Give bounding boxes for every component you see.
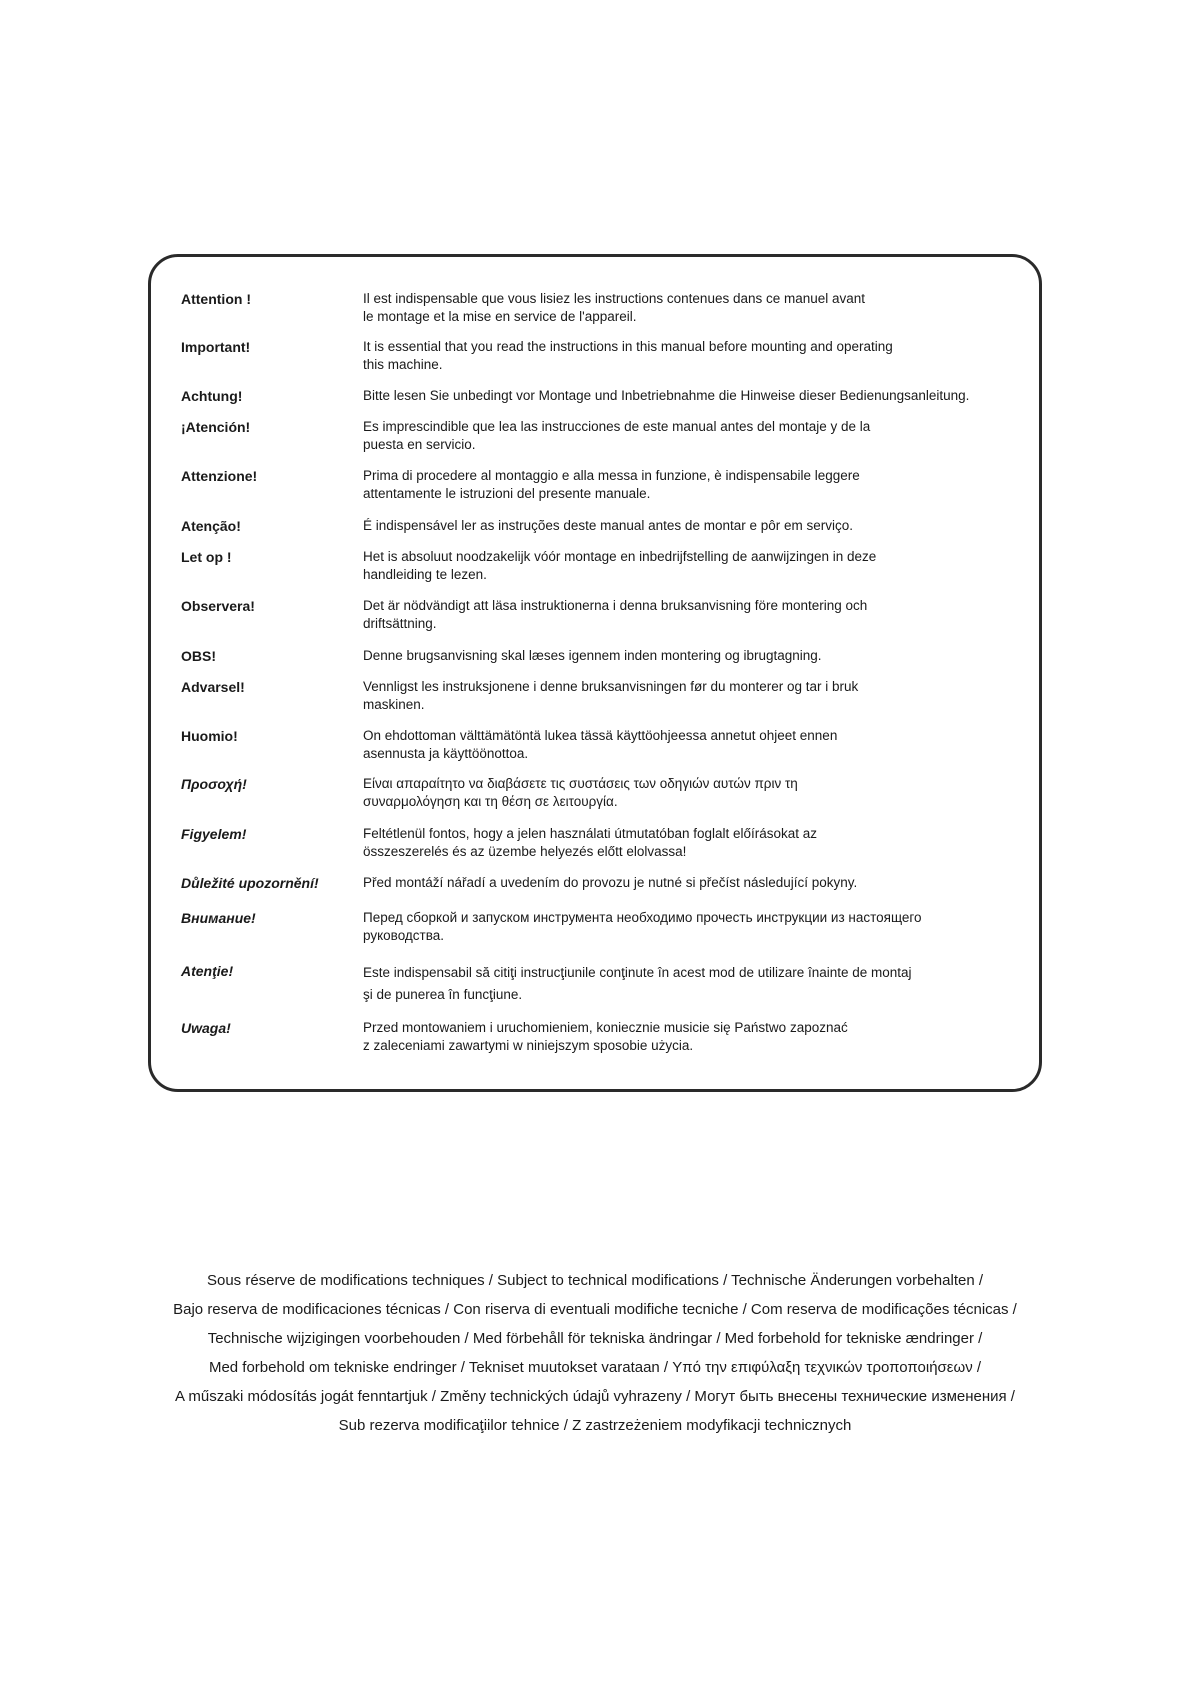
- notice-label: Advarsel!: [181, 679, 245, 695]
- footer-line: Med forbehold om tekniske endringer / Tekniset muutokset varataan / Υπό την επιφύλαξη τεχνικών τροποποιήσεων /: [208, 1359, 982, 1376]
- notice-text: Перед сборкой и запуском инструмента необходимо прочесть инструкции из настоящего руководства.: [363, 910, 922, 943]
- notice-text: Vennligst les instruksjonene i denne bruksanvisningen før du monterer og tar i bruk maskinen.: [363, 679, 859, 712]
- notice-label: Observera!: [181, 598, 255, 614]
- notice-label: ¡Atención!: [181, 419, 251, 435]
- notice-label: Προσοχή!: [181, 776, 247, 792]
- notice-label: Important!: [181, 339, 251, 355]
- notice-text: Prima di procedere al montaggio e alla messa in funzione, è indispensabile leggere attentamente le istruzioni del presente manuale.: [363, 468, 860, 501]
- notice-text: Feltétlenül fontos, hogy a jelen használati útmutatóban foglalt előírásokat az összeszerelés és az üzembe helyezés előtt elolvassa!: [363, 826, 818, 859]
- notice-label: Attenzione!: [181, 468, 258, 484]
- notice-label: Důležité upozornění!: [181, 875, 319, 891]
- notice-text: É indispensável ler as instruções deste manual antes de montar e pôr em serviço.: [363, 518, 854, 533]
- notice-label: Achtung!: [181, 388, 243, 404]
- footer-line: A műszaki módosítás jogát fenntartjuk / Změny technických údajů vyhrazeny / Могут быть внесены технические изменения /: [175, 1388, 1015, 1405]
- notice-text: Este indispensabil să citiţi instrucţiunile conţinute în acest mod de utilizare înainte de montaj şi de punerea în funcţiune.: [363, 965, 912, 1002]
- notice-label: Figyelem!: [181, 826, 247, 842]
- notice-text: Είναι απαραίτητο να διαβάσετε τις συστάσεις των οδηγιών αυτών πριν τη συναρμολόγηση και τη θέση σε λειτουργία.: [363, 776, 798, 809]
- notice-label: OBS!: [181, 648, 216, 664]
- notice-text: Bitte lesen Sie unbedingt vor Montage und Inbetriebnahme die Hinweise dieser Bedienungsanleitung.: [363, 388, 970, 403]
- notice-text: Przed montowaniem i uruchomieniem, koniecznie musicie się Państwo zapoznać z zaleceniami zawartymi w niniejszym sposobie użycia.: [363, 1020, 848, 1053]
- notice-label: Huomio!: [181, 728, 238, 744]
- notice-label: Attention !: [181, 291, 251, 307]
- technical-modifications-footer: [60, 1266, 1130, 1440]
- notice-text: On ehdottoman välttämätöntä lukea tässä käyttöohjeessa annetut ohjeet ennen asennusta ja käyttöönottoa.: [363, 728, 838, 761]
- safety-notice-box: [148, 254, 1042, 1092]
- notice-label: Let op !: [181, 549, 232, 565]
- notice-text: Před montáží nářadí a uvedením do provozu je nutné si přečíst následující pokyny.: [363, 875, 858, 890]
- notice-text: It is essential that you read the instructions in this manual before mounting and operating this machine.: [363, 339, 893, 372]
- notice-label: Внимание!: [181, 910, 256, 926]
- notice-text: Denne brugsanvisning skal læses igennem inden montering og ibrugtagning.: [363, 648, 822, 663]
- notice-text: Es imprescindible que lea las instrucciones de este manual antes del montaje y de la puesta en servicio.: [363, 419, 871, 452]
- footer-line: Technische wijzigingen voorbehouden / Med förbehåll för tekniska ändringar / Med forbehold for tekniske ændringer /: [207, 1330, 983, 1347]
- notice-label: Atenţie!: [181, 963, 234, 979]
- notice-text: Het is absoluut noodzakelijk vóór montage en inbedrijfstelling de aanwijzingen in deze handleiding te lezen.: [363, 549, 877, 582]
- footer-line: Sub rezerva modificaţiilor tehnice / Z zastrzeżeniem modyfikacji technicznych: [338, 1417, 852, 1434]
- footer-line: Bajo reserva de modificaciones técnicas / Con riserva di eventuali modifiche tecniche / Com reserva de modificações técnicas /: [173, 1301, 1017, 1318]
- notice-text: Il est indispensable que vous lisiez les instructions contenues dans ce manuel avant le montage et la mise en service de l'appareil.: [363, 291, 866, 324]
- notice-label: Uwaga!: [181, 1020, 231, 1036]
- notice-text: Det är nödvändigt att läsa instruktionerna i denna bruksanvisning före montering och driftsättning.: [363, 598, 868, 631]
- notice-label: Atenção!: [181, 518, 241, 534]
- footer-line: Sous réserve de modifications techniques / Subject to technical modifications / Technische Änderungen vorbehalten /: [206, 1272, 983, 1289]
